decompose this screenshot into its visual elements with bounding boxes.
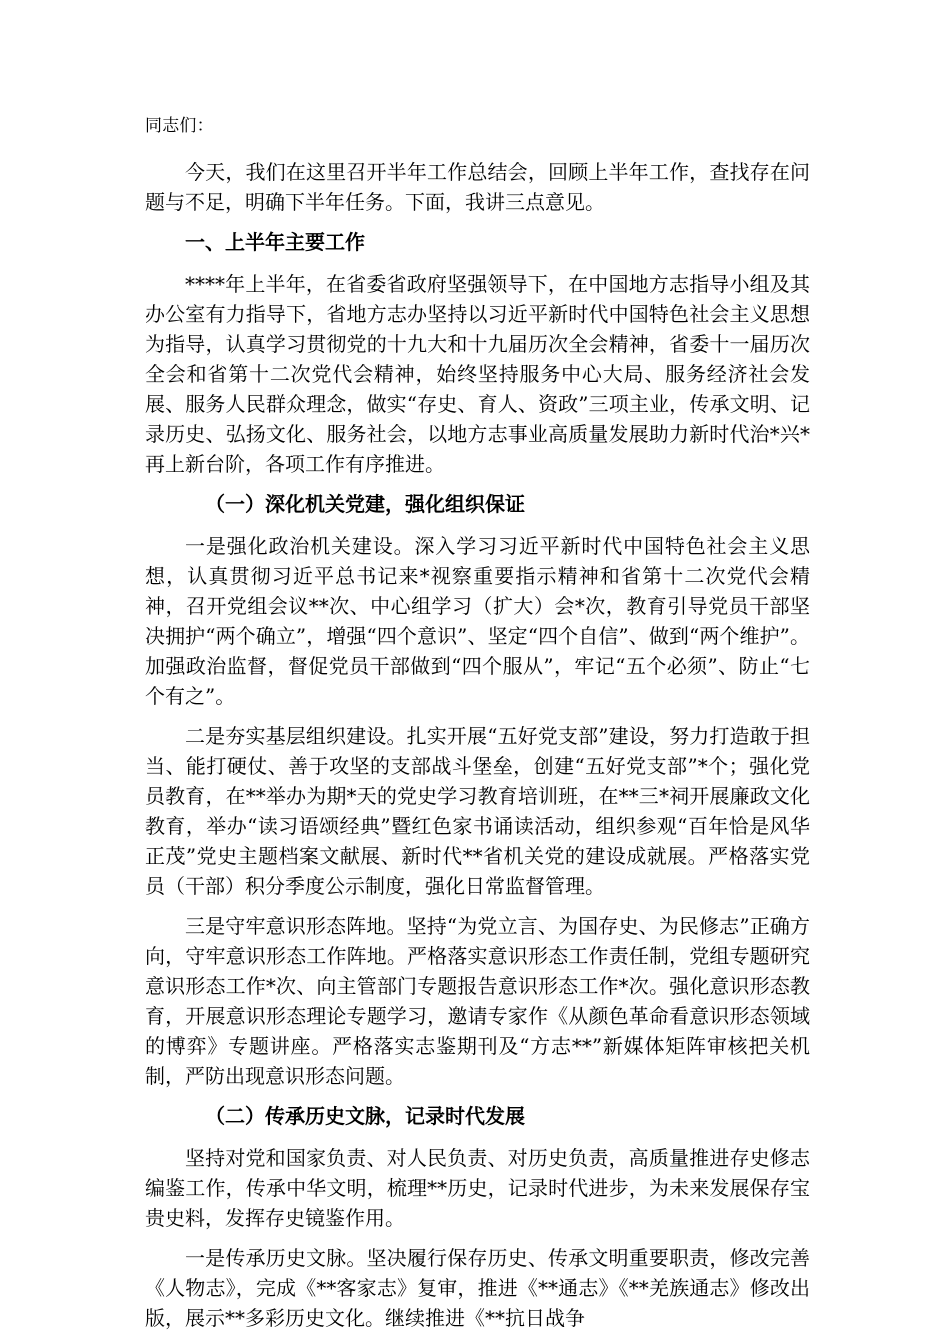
section-heading-main-work: 一、上半年主要工作 [185,230,365,254]
document-body [145,112,810,1343]
paragraph-ideology: 三是守牢意识形态阵地。坚持“为党立言、为国存史、为民修志”正确方向，守牢意识形态工作阵地。严格落实意识形态工作责任制，党组专题研究意识形态工作*次、向主管部门专题报告意识形态工作*次。强化意识形态教育，开展意识形态理论专题学习，邀请专家作《从颜色革命看意识形态领域的博弈》专题讲座。严格落实志鉴期刊及“方志**”新媒体矩阵审核把关机制，严防出现意识形态问题。 [145,914,810,1088]
paragraph-history-intro: 坚持对党和国家负责、对人民负责、对历史负责，高质量推进存史修志编鉴工作，传承中华文明，梳理**历史，记录时代进步，为未来发展保存宝贵史料，发挥存史镜鉴作用。 [145,1146,810,1230]
section-summary-paragraph: ****年上半年，在省委省政府坚强领导下，在中国地方志指导小组及其办公室有力指导下，省地方志办坚持以习近平新时代中国特色社会主义思想为指导，认真学习贯彻党的十九大和十九届历次全会精神，省委十一届历次全会和省第十二次党代会精神，始终坚持服务中心大局、服务经济社会发展、服务人民群众理念，做实“存史、育人、资政”三项主业，传承文明、记录历史、弘扬文化、服务社会，以地方志事业高质量发展助力新时代治*兴*再上新台阶，各项工作有序推进。 [145,272,810,476]
paragraph-grassroots-organization: 二是夯实基层组织建设。扎实开展“五好党支部”建设，努力打造敢于担当、能打硬仗、善于攻坚的支部战斗堡垒，创建“五好党支部”*个；强化党员教育，在**举办为期*天的党史学习教育培训班，在**三*祠开展廉政文化教育，举办“读习语颂经典”暨红色家书诵读活动，组织参观“百年恰是风华正茂”党史主题档案文献展、新时代**省机关党的建设成就展。严格落实党员（干部）积分季度公示制度，强化日常监督管理。 [145,724,810,898]
salutation: 同志们： [145,116,214,136]
paragraph-political-organ: 一是强化政治机关建设。深入学习习近平新时代中国特色社会主义思想，认真贯彻习近平总书记来*视察重要指示精神和省第十二次党代会精神，召开党组会议**次、中心组学习（扩大）会*次，教育引导党员干部坚决拥护“两个确立”，增强“四个意识”、坚定“四个自信”、做到“两个维护”。加强政治监督，督促党员干部做到“四个服从”，牢记“五个必须”、防止“七个有之”。 [145,534,810,708]
intro-paragraph: 今天，我们在这里召开半年工作总结会，回顾上半年工作，查找存在问题与不足，明确下半年任务。下面，我讲三点意见。 [145,160,810,214]
subsection-heading-history: （二）传承历史文脉，记录时代发展 [205,1104,525,1128]
paragraph-history-heritage: 一是传承历史文脉。坚决履行保存历史、传承文明重要职责，修改完善《人物志》，完成《**客家志》复审，推进《**通志》《**羌族通志》修改出版，展示**多彩历史文化。继续推进《**抗日战争 [145,1246,810,1330]
subsection-heading-party-building: （一）深化机关党建，强化组织保证 [205,492,525,516]
